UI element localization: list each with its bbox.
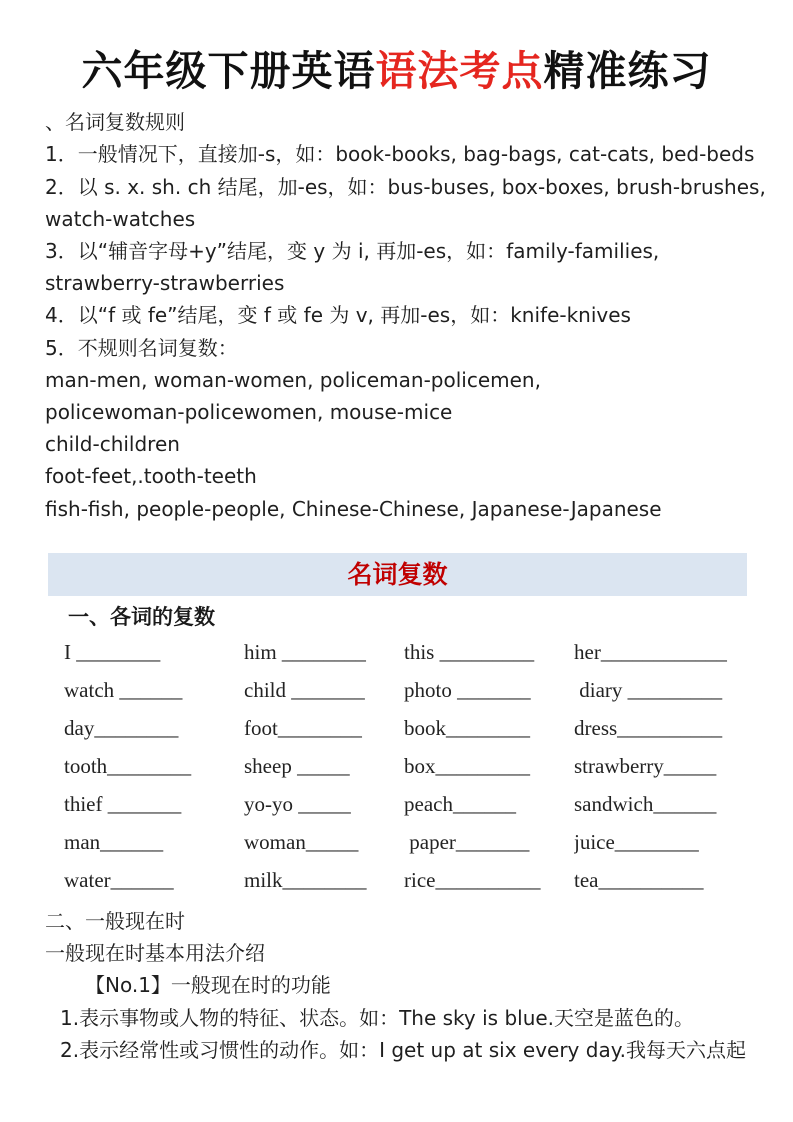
irregular-line-3: child-children <box>45 432 180 457</box>
exercise-blank: box_________ <box>404 753 530 778</box>
exercise-blank: water______ <box>64 867 174 892</box>
exercise-blank: dress__________ <box>574 715 723 740</box>
section2-heading: 二、一般现在时 <box>45 908 185 933</box>
banner-label: 名词复数 <box>347 559 448 589</box>
title-part-3: 精准练习 <box>543 47 712 95</box>
exercise-blank: tea__________ <box>574 867 704 892</box>
exercise-blank: child _______ <box>244 677 365 702</box>
rule-line-1: 1．一般情况下，直接加-s，如：book-books, bag-bags, cat-cats, bed-beds <box>45 142 755 167</box>
exercise-blank: milk________ <box>244 867 367 892</box>
rule-line-2-cont: watch-watches <box>45 206 196 231</box>
section-banner <box>48 553 747 596</box>
irregular-line-4: foot-feet,.tooth-teeth <box>45 464 257 489</box>
exercise-blank: peach______ <box>404 791 516 816</box>
rule-line-5: 5．不规则名词复数： <box>45 335 238 360</box>
section2-intro: 一般现在时基本用法介绍 <box>45 941 265 966</box>
plural-exercise-grid <box>64 633 748 899</box>
page-title <box>0 46 793 97</box>
irregular-line-1: man-men, woman-women, policeman-policemen, <box>45 367 541 392</box>
exercise-blank: watch ______ <box>64 677 183 702</box>
present-tense-section <box>45 905 748 1066</box>
section2-no1-heading: 【No.1】一般现在时的功能 <box>85 973 331 998</box>
exercise-blank: tooth________ <box>64 753 192 778</box>
exercise-blank: him ________ <box>244 639 366 664</box>
rule-line-2: 2．以 s. x. sh. ch 结尾，加-es，如：bus-buses, box-boxes, brush-brushes, <box>45 174 766 199</box>
exercise-blank: woman_____ <box>244 829 359 854</box>
exercise-blank: photo _______ <box>404 677 531 702</box>
title-part-1: 六年级下册英语 <box>81 47 376 95</box>
exercise-blank: paper_______ <box>404 829 530 854</box>
title-part-highlight: 语法考点 <box>375 47 544 95</box>
exercise-blank: rice__________ <box>404 867 541 892</box>
exercise-blank: juice________ <box>574 829 699 854</box>
exercise-blank: thief _______ <box>64 791 182 816</box>
section2-usage-1: 1.表示事物或人物的特征、状态。如：The sky is blue.天空是蓝色的。 <box>60 1005 695 1030</box>
exercise-blank: day________ <box>64 715 179 740</box>
exercise-blank: man______ <box>64 829 164 854</box>
section2-usage-2: 2.表示经常性或习惯性的动作。如：I get up at six every day.我每天六点起 <box>60 1037 747 1062</box>
exercise-blank: this _________ <box>404 639 535 664</box>
exercise-blank: her____________ <box>574 639 727 664</box>
exercise-blank: sandwich______ <box>574 791 717 816</box>
exercise-blank: book________ <box>404 715 530 740</box>
rule-line-3: 3．以“辅音字母+y”结尾，变 y 为 i, 再加-es，如：family-families, <box>45 239 660 264</box>
exercise-blank: sheep _____ <box>244 753 350 778</box>
exercise-heading: 一、各词的复数 <box>68 604 215 629</box>
exercise-blank: foot________ <box>244 715 362 740</box>
rule-line-3-cont: strawberry-strawberries <box>45 271 285 296</box>
exercise-blank: yo-yo _____ <box>244 791 351 816</box>
irregular-line-5: fish-fish, people-people, Chinese-Chinese, Japanese-Japanese <box>45 496 662 521</box>
irregular-line-2: policewoman-policewomen, mouse-mice <box>45 400 453 425</box>
plural-rules-section <box>45 106 766 525</box>
exercise-blank: diary _________ <box>574 677 723 702</box>
exercise-blank: I ________ <box>64 639 161 664</box>
exercise-blank: strawberry_____ <box>574 753 717 778</box>
rules-heading: 、名词复数规则 <box>45 110 185 135</box>
rule-line-4: 4．以“f 或 fe”结尾，变 f 或 fe 为 v, 再加-es，如：knife-knives <box>45 303 631 328</box>
